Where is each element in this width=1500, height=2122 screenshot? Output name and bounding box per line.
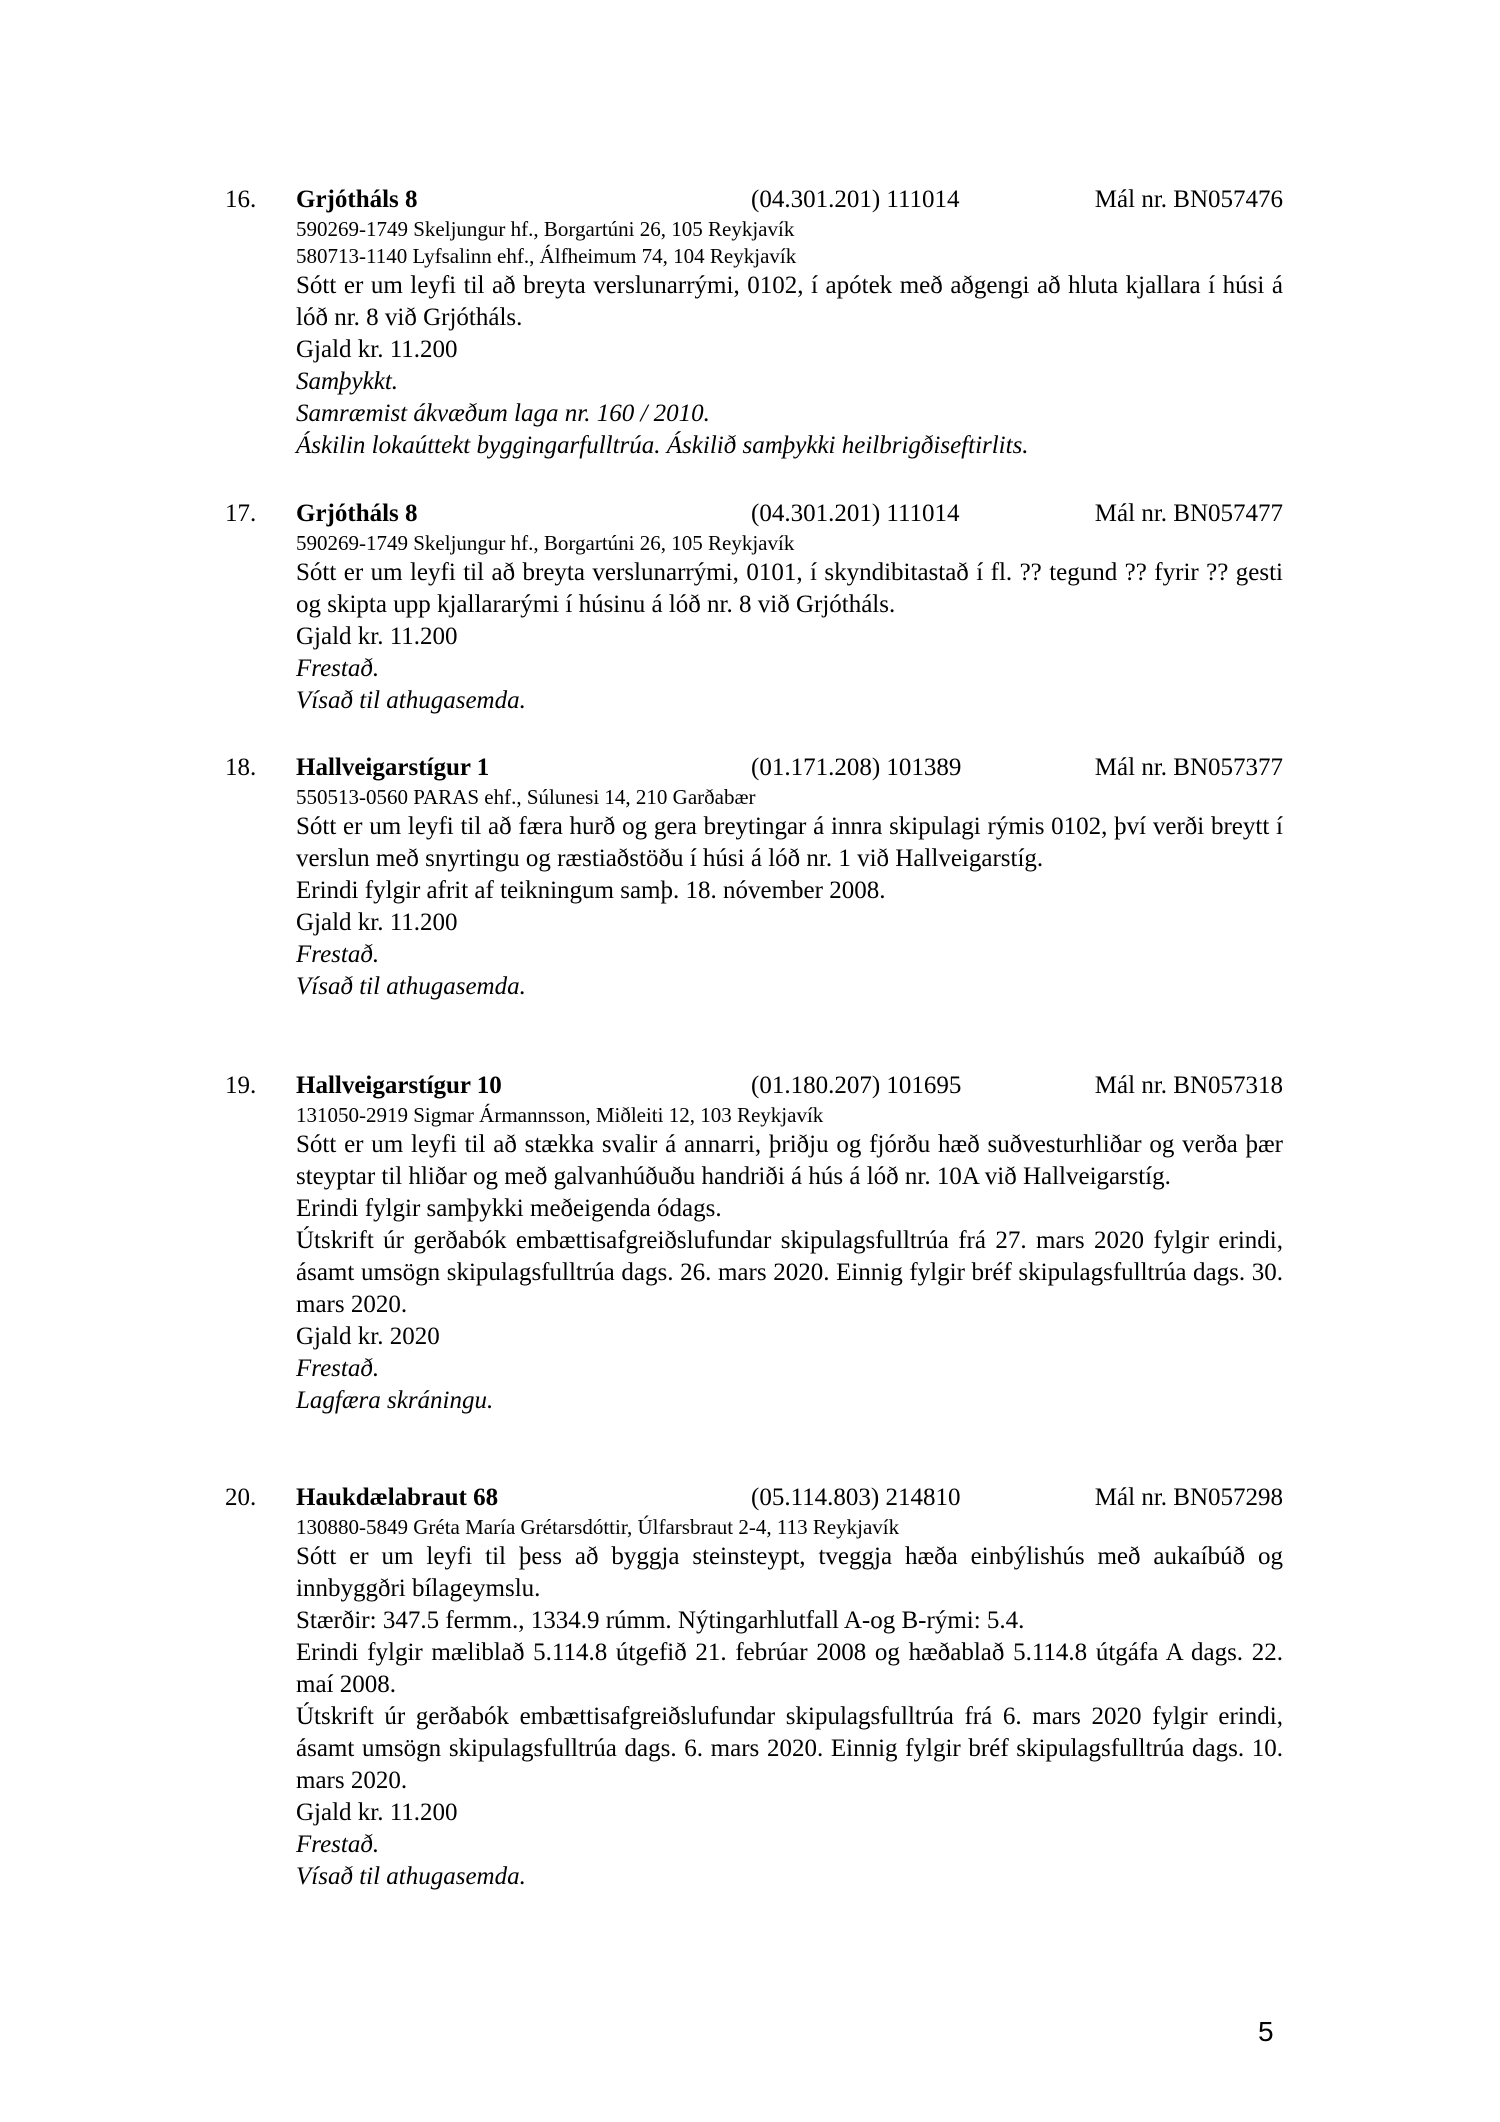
applicant-line: 580713-1140 Lyfsalinn ehf., Álfheimum 74, 104 Reykjavík <box>296 244 797 268</box>
case-body <box>296 784 1283 1003</box>
attachment-line: Erindi fylgir mæliblað 5.114.8 útgefið 21. febrúar 2008 og hæðablað 5.114.8 útgáfa A dags. 22. maí 2008. <box>296 1639 1283 1698</box>
attachment-line: Erindi fylgir afrit af teikningum samþ. 18. nóvember 2008. <box>296 877 886 904</box>
applicant-line: 131050-2919 Sigmar Ármannsson, Miðleiti 12, 103 Reykjavík <box>296 1103 824 1127</box>
case-number: 19. <box>225 1072 257 1099</box>
case-address: Hallveigarstígur 1 <box>296 754 490 781</box>
decision-line: Samþykkt. <box>296 368 399 395</box>
case-entry <box>225 1482 1283 1893</box>
case-header <box>225 1482 1283 1514</box>
page-number: 5 <box>1258 2016 1274 2047</box>
case-description: Sótt er um leyfi til að breyta verslunarrými, 0102, í apótek með aðgengi að hluta kjallara í húsi á lóð nr. 8 við Grjótháls. <box>296 272 1283 331</box>
decision-line: Vísað til athugasemda. <box>296 973 526 1000</box>
size-line: Stærðir: 347.5 fermm., 1334.9 rúmm. Nýtingarhlutfall A-og B-rými: 5.4. <box>296 1607 1025 1634</box>
fee-line: Gjald kr. 11.200 <box>296 336 458 363</box>
case-description: Sótt er um leyfi til að færa hurð og gera breytingar á innra skipulagi rýmis 0102, því verði breytt í verslun með snyrtingu og ræstiaðstöðu í húsi á lóð nr. 1 við Hallveigarstíg. <box>296 813 1283 872</box>
case-entry <box>225 498 1283 717</box>
case-address: Haukdælabraut 68 <box>296 1484 499 1511</box>
decision-line: Áskilin lokaúttekt byggingarfulltrúa. Áskilið samþykki heilbrigðiseftirlits. <box>296 432 1029 459</box>
case-number: 16. <box>225 186 257 213</box>
property-code: (05.114.803) 214810 <box>751 1484 961 1511</box>
property-code: (01.180.207) 101695 <box>751 1072 962 1099</box>
decision-line: Lagfæra skráningu. <box>296 1387 494 1414</box>
case-description: Sótt er um leyfi til þess að byggja steinsteypt, tveggja hæða einbýlishús með aukaíbúð og innbyggðri bílageymslu. <box>296 1543 1283 1602</box>
fee-line: Gjald kr. 11.200 <box>296 623 458 650</box>
case-address: Grjótháls 8 <box>296 186 418 213</box>
applicant-line: 590269-1749 Skeljungur hf., Borgartúni 26, 105 Reykjavík <box>296 531 795 555</box>
case-address: Grjótháls 8 <box>296 500 418 527</box>
case-header <box>225 752 1283 784</box>
fee-line: Gjald kr. 2020 <box>296 1323 440 1350</box>
case-body <box>296 1514 1283 1893</box>
applicant-line: 130880-5849 Gréta María Grétarsdóttir, Úlfarsbraut 2-4, 113 Reykjavík <box>296 1515 900 1539</box>
case-reference: Mál nr. BN057298 <box>1094 1484 1283 1511</box>
case-entry <box>225 184 1283 462</box>
case-entry <box>225 1070 1283 1417</box>
case-reference: Mál nr. BN057476 <box>1094 186 1283 213</box>
property-code: (04.301.201) 111014 <box>751 186 960 213</box>
case-entry <box>225 752 1283 1003</box>
attachment-line: Útskrift úr gerðabók embættisafgreiðslufundar skipulagsfulltrúa frá 27. mars 2020 fylgir erindi, ásamt umsögn skipulagsfulltrúa dags. 26. mars 2020. Einnig fylgir bréf skipulagsfulltrúa dags. 30. mars 2020. <box>296 1227 1283 1318</box>
property-code: (01.171.208) 101389 <box>751 754 962 781</box>
decision-line: Frestað. <box>296 1831 380 1858</box>
attachment-line: Erindi fylgir samþykki meðeigenda ódags. <box>296 1195 722 1222</box>
applicant-line: 550513-0560 PARAS ehf., Súlunesi 14, 210 Garðabær <box>296 785 756 809</box>
property-code: (04.301.201) 111014 <box>751 500 960 527</box>
case-description: Sótt er um leyfi til að stækka svalir á annarri, þriðju og fjórðu hæð suðvesturhliðar og verða þær steyptar til hliðar og með galvanhúðuðu handriði á hús á lóð nr. 10A við Hallveigarstíg. <box>296 1131 1283 1190</box>
decision-line: Frestað. <box>296 1355 380 1382</box>
case-header <box>225 498 1283 530</box>
case-body <box>296 530 1283 717</box>
case-address: Hallveigarstígur 10 <box>296 1072 502 1099</box>
decision-line: Vísað til athugasemda. <box>296 1863 526 1890</box>
case-description: Sótt er um leyfi til að breyta verslunarrými, 0101, í skyndibitastað í fl. ?? tegund ?? fyrir ?? gesti og skipta upp kjallararými í húsinu á lóð nr. 8 við Grjótháls. <box>296 559 1283 618</box>
case-reference: Mál nr. BN057377 <box>1094 754 1283 781</box>
case-number: 17. <box>225 500 257 527</box>
decision-line: Samræmist ákvæðum laga nr. 160 / 2010. <box>296 400 710 427</box>
case-header <box>225 1070 1283 1102</box>
decision-line: Frestað. <box>296 655 380 682</box>
attachment-line: Útskrift úr gerðabók embættisafgreiðslufundar skipulagsfulltrúa frá 6. mars 2020 fylgir erindi, ásamt umsögn skipulagsfulltrúa dags. 6. mars 2020. Einnig fylgir bréf skipulagsfulltrúa dags. 10. mars 2020. <box>296 1703 1283 1794</box>
case-number: 20. <box>225 1484 257 1511</box>
case-body <box>296 1102 1283 1417</box>
fee-line: Gjald kr. 11.200 <box>296 1799 458 1826</box>
case-reference: Mál nr. BN057477 <box>1094 500 1283 527</box>
decision-line: Vísað til athugasemda. <box>296 687 526 714</box>
case-number: 18. <box>225 754 257 781</box>
fee-line: Gjald kr. 11.200 <box>296 909 458 936</box>
case-reference: Mál nr. BN057318 <box>1094 1072 1283 1099</box>
case-body <box>296 216 1283 462</box>
decision-line: Frestað. <box>296 941 380 968</box>
applicant-line: 590269-1749 Skeljungur hf., Borgartúni 26, 105 Reykjavík <box>296 217 795 241</box>
case-header <box>225 184 1283 216</box>
